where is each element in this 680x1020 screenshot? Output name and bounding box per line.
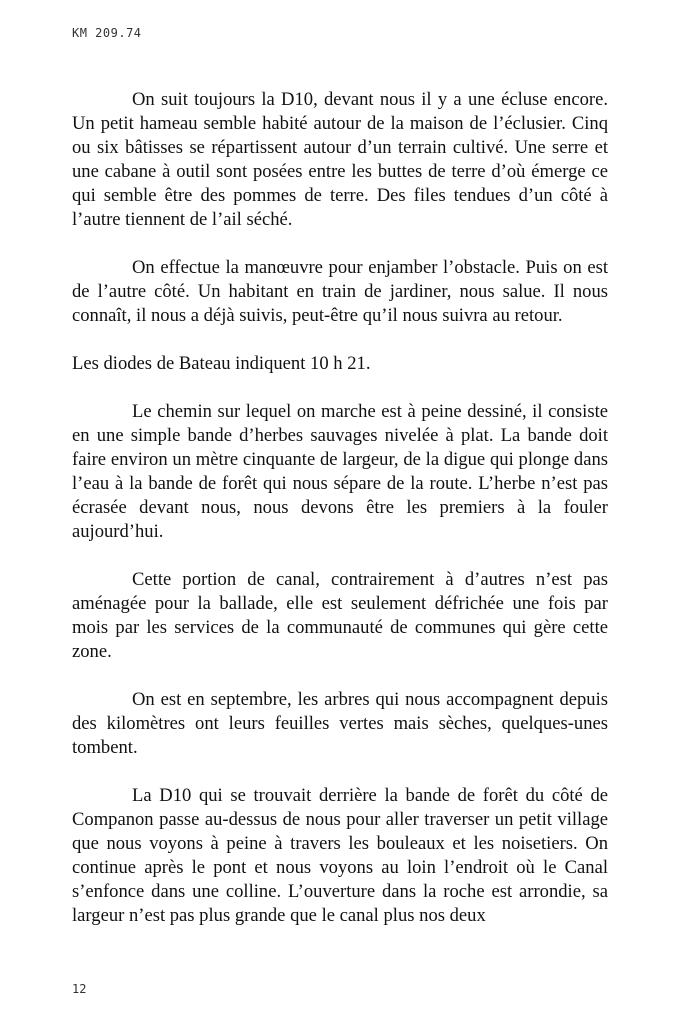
paragraph-3: Les diodes de Bateau indiquent 10 h 21. xyxy=(72,353,371,374)
paragraph-6: On est en septembre, les arbres qui nous accompagnent depuis des kilomètres ont leurs feuilles vertes mais sèches, quelques-unes tombent. xyxy=(72,689,608,758)
page-number: 12 xyxy=(72,982,87,996)
paragraph-5: Cette portion de canal, contrairement à d’autres n’est pas aménagée pour la ballade, elle est seulement défrichée une fois par mois par les services de la communauté de communes qui gère cette zone. xyxy=(72,569,608,662)
paragraph-2: On effectue la manœuvre pour enjamber l’obstacle. Puis on est de l’autre côté. Un habitant en train de jardiner, nous salue. Il nous connaît, il nous a déjà suivis, peut-être qu’il nous suivra au retour. xyxy=(72,257,608,326)
running-head: KM 209.74 xyxy=(72,26,142,40)
paragraph-7: La D10 qui se trouvait derrière la bande de forêt du côté de Companon passe au-dessus de nous pour aller traverser un petit village que nous voyons à peine à travers les bouleaux et les noisetiers. On continue après le pont et nous voyons au loin l’endroit où le Canal s’enfonce dans une colline. L’ouverture dans la roche est arrondie, sa largeur n’est pas plus grande que le canal plus nos deux xyxy=(72,785,608,926)
body-text xyxy=(72,88,608,928)
paragraph-1: On suit toujours la D10, devant nous il y a une écluse encore. Un petit hameau semble habité autour de la maison de l’éclusier. Cinq ou six bâtisses se répartissent autour d’un terrain cultivé. Une serre et une cabane à outil sont posées entre les buttes de terre d’où émerge ce qui semble être des pommes de terre. Des files tendues d’un côté à l’autre tiennent de l’ail séché. xyxy=(72,89,608,230)
paragraph-4: Le chemin sur lequel on marche est à peine dessiné, il consiste en une simple bande d’herbes sauvages nivelée à plat. La bande doit faire environ un mètre cinquante de largeur, de la digue qui plonge dans l’eau à la bande de forêt qui nous sépare de la route. L’herbe n’est pas écrasée devant nous, nous devons être les premiers à la fouler aujourd’hui. xyxy=(72,401,608,542)
